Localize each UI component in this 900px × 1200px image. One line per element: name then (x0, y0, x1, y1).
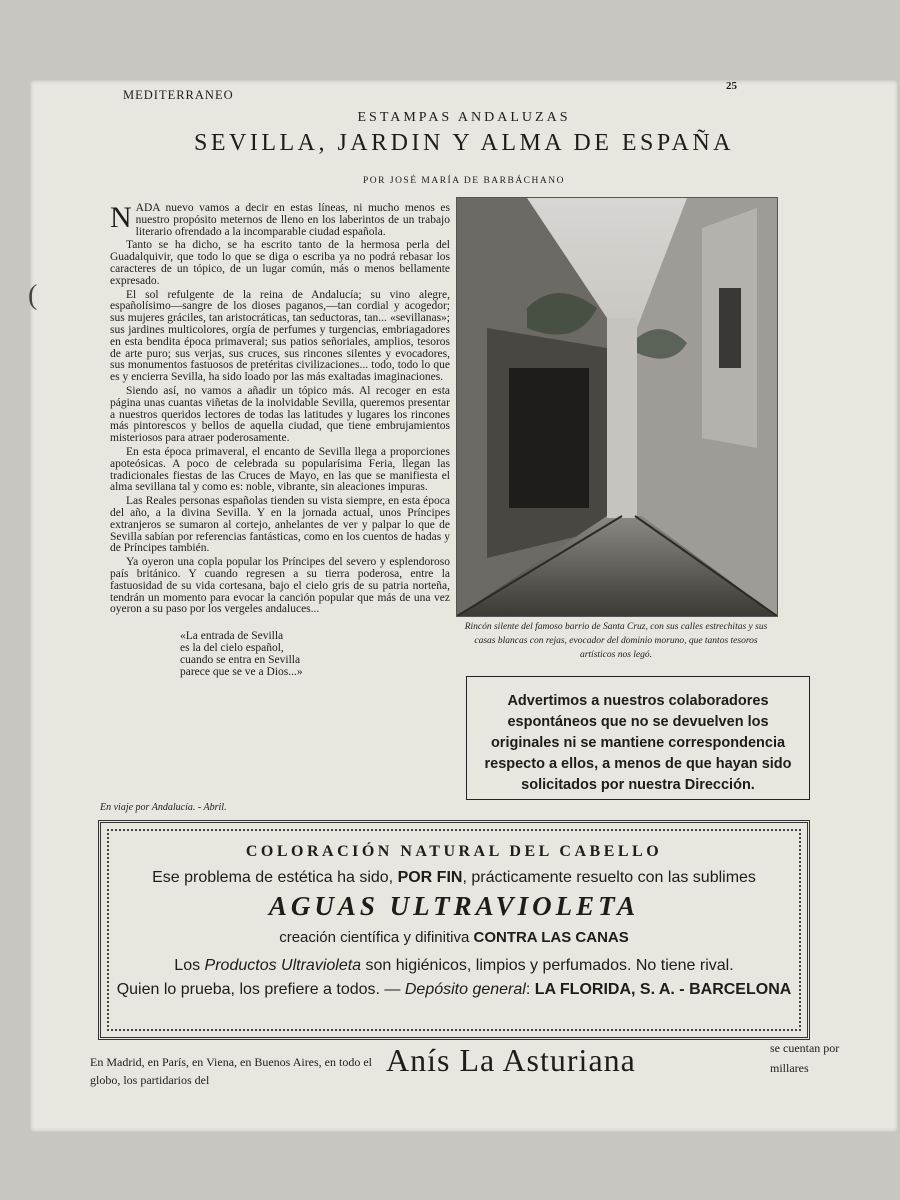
article-byline: POR JOSÉ MARÍA DE BARBÁCHANO (363, 176, 565, 186)
ad-headline: COLORACIÓN NATURAL DEL CABELLO (245, 843, 663, 860)
poem-line: «La entrada de Sevilla (180, 630, 284, 643)
paragraph: Ya oyeron una copla popular los Príncipes del severo y esplendoroso país británico. Y cuando regresen a su tierra poderosa, entre la fastuosidad de su vida cortesana, bajo el cielo gris de su patria norteña, tendrán un momento para evocar la canción popular que más de una vez oyeron a su paso por los vergeles andaluces... (110, 556, 450, 616)
paragraph: Las Reales personas españolas tienden su vista siempre, en esta época del año, a la divina Sevilla. Y en la jornada actual, unos Príncipes extranjeros se sumaron al cortejo, anhelantes de ver y palpar lo que de Sevilla sabían por referencias fantásticas, como en los cuentos de hadas y de Príncipes también. (110, 495, 450, 555)
paragraph: En esta época primaveral, el encanto de Sevilla llega a proporciones apoteósicas. A poco de celebrada su popularísima Feria, llegan las tradicionales fiestas de las Cruces de Mayo, en las que se manifiesta el alma sevillana tal y como es: noble, vibrante, sin aleaciones impuras. (110, 445, 450, 494)
ad-line-5: Los Productos Ultravioleta son higiénicos, limpios y perfumados. No tiene rival. (174, 957, 734, 974)
margin-bracket-mark: ( (28, 280, 38, 311)
magazine-page (30, 80, 898, 1132)
paragraph: Siendo así, no vamos a añadir un tópico más. Al recoger en esta página unas cuantas viñetas de la inolvidable Sevilla, queremos presentar a nuestros queridos lectores de todas las latitudes y lugares los rincones más pintorescos y bellos de aquella ciudad, que tiene embrujamientos misteriosos para atraer poderosamente. (110, 384, 450, 445)
footer-ad-text-right: se cuentan por millares (770, 1041, 840, 1075)
photo-caption: Rincón silente del famoso barrio de Santa Cruz, con sus calles estrechitas y sus casas blancas con rejas, evocador del dominio moruno, que tantos tesoros artísticos nos legó. (464, 622, 768, 660)
ad-line-2: Ese problema de estética ha sido, POR FIN, prácticamente resuelto con las sublimes (152, 869, 756, 886)
drop-cap: N (110, 203, 132, 234)
section-kicker: ESTAMPAS ANDALUZAS (357, 110, 571, 125)
footer-ad-text-left: En Madrid, en París, en Viena, en Buenos Aires, en todo el globo, los partidarios del (90, 1055, 372, 1087)
footer-ad-brand: Anís La Asturiana (386, 1042, 636, 1078)
advertisement-ultravioleta (98, 820, 810, 1040)
article-signoff: En viaje por Andalucía. - Abril. (100, 802, 227, 813)
page-number: 25 (726, 80, 737, 92)
poem-verse (180, 630, 450, 678)
street-photo (456, 197, 778, 617)
poem-line: parece que se ve a Dios...» (180, 666, 303, 679)
ad-line-4: creación científica y difinitiva CONTRA LAS CANAS (279, 929, 629, 946)
magazine-name: MEDITERRANEO (123, 88, 234, 102)
poem-line: es la del cielo español, (180, 642, 284, 655)
poem-line: cuando se entra en Sevilla (180, 654, 301, 667)
paragraph: El sol refulgente de la reina de Andalucía; su vino alegre, españolísimo—sangre de los dioses paganos,—tan cordial y acogedor; sus mujeres gráciles, tan aristocráticas, tan seductoras, tan... «sevillanas»; sus jardines multicolores, orgía de perfumes y turgencias, embriagadores en esta bendita época primaveral; sus patios señoriales, amplios, tesoros de arte puro; sus verjas, sus cruces, sus rincones silentes y evocadores, sus monumentos fastuosos de pretéritas civilizaciones... todo, todo lo que es y encierra Sevilla, ha sido loado por las más exaltadas imaginaciones. (110, 288, 450, 384)
article-title: SEVILLA, JARDIN Y ALMA DE ESPAÑA (193, 130, 735, 156)
editorial-notice-box: Advertimos a nuestros colaboradores espontáneos que no se devuelven los originales ni se mantiene correspondencia respecto a ellos, a menos de que hayan sido solicitados por nuestra Dirección. (466, 676, 810, 800)
paragraph: NADA nuevo vamos a decir en estas líneas, ni mucho menos es nuestro propósito meternos de lleno en los laberintos de un trabajo literario ofrendado a la incomparable ciudad española. (110, 203, 450, 238)
paragraph: Tanto se ha dicho, se ha escrito tanto de la hermosa perla del Guadalquivir, que todo lo que se diga o escriba ya no podrá rebasar los caracteres de un tópico, de un lugar común, más o menos bellamente expresado. (110, 239, 450, 287)
article-body (110, 203, 450, 843)
ad-line-6: Quien lo prueba, los prefiere a todos. — Depósito general: LA FLORIDA, S. A. - BARCELONA (116, 981, 792, 998)
ad-product-name: AGUAS ULTRAVIOLETA (268, 891, 640, 921)
